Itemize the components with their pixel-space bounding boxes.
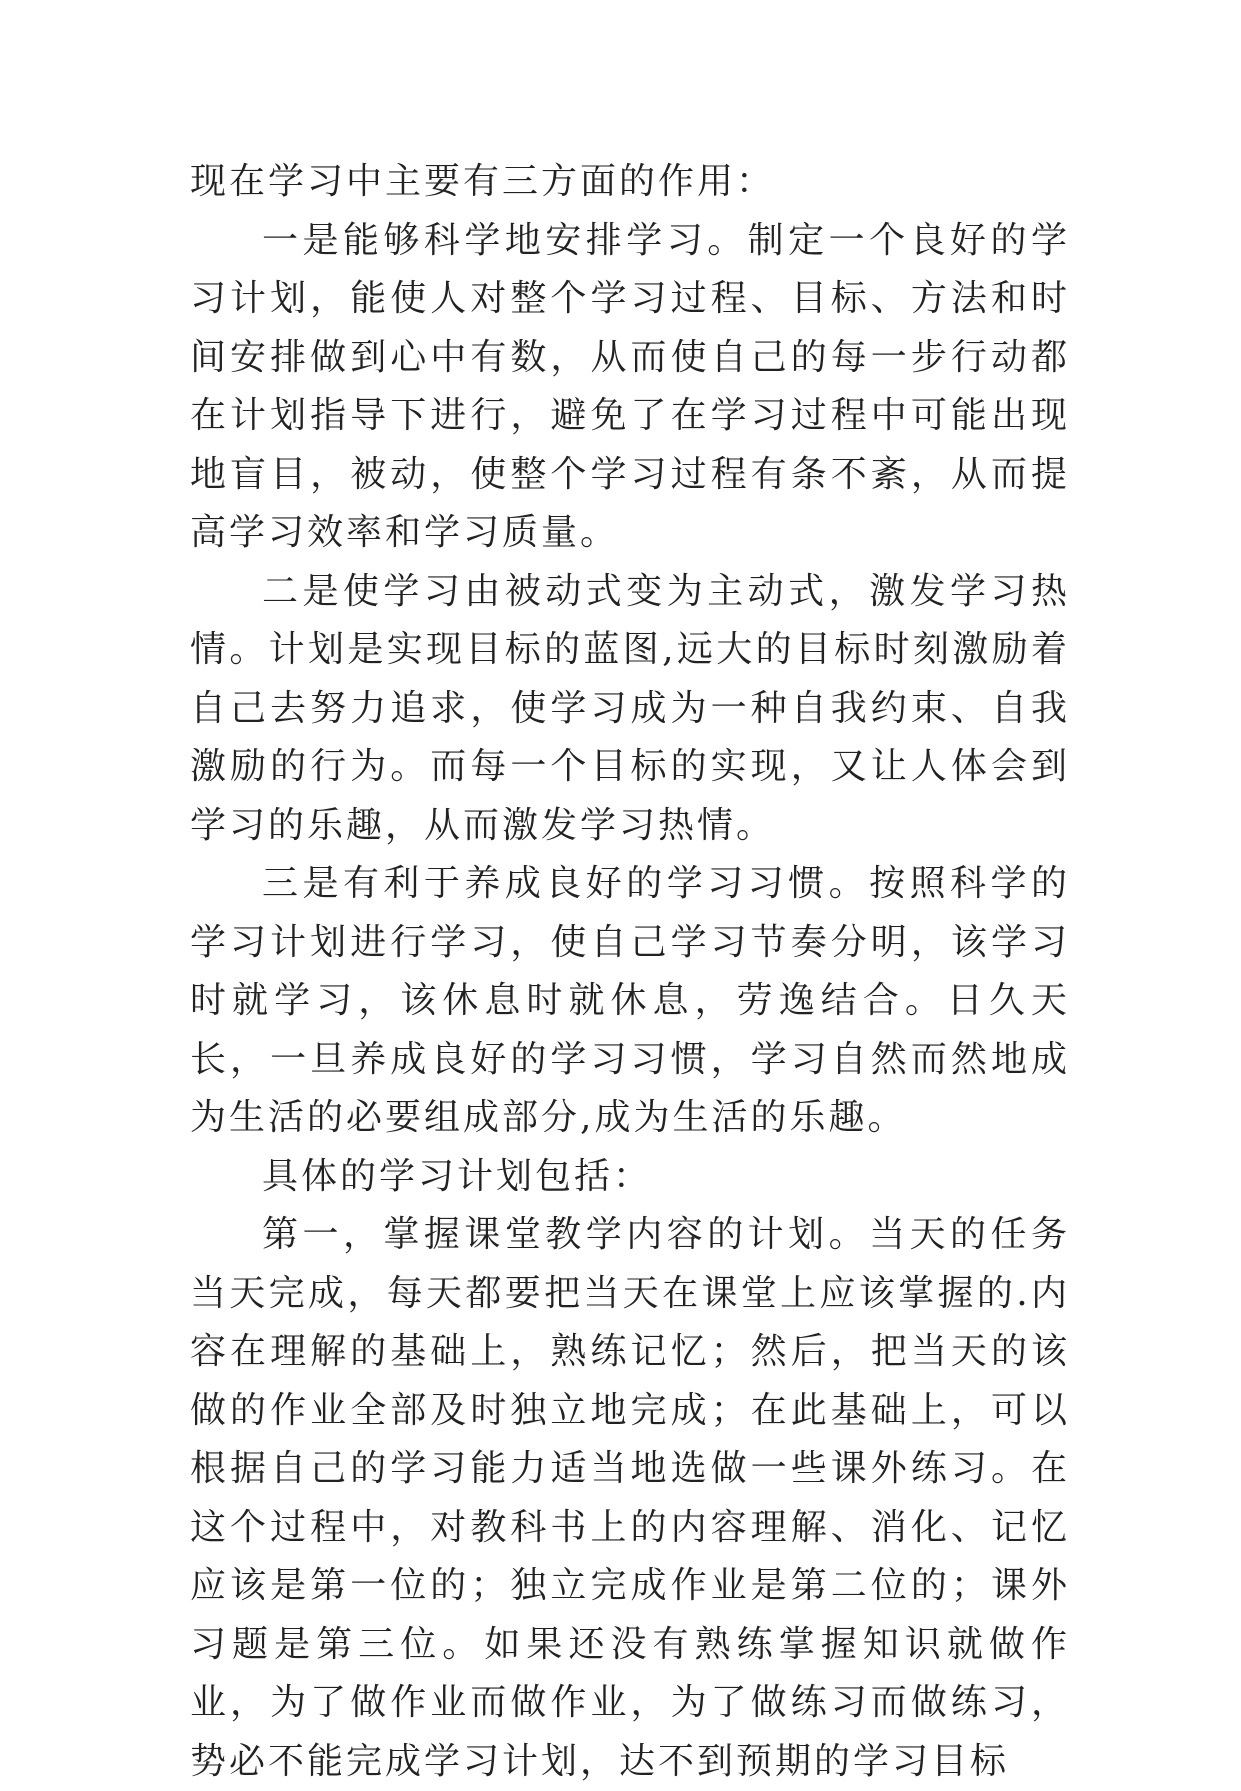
paragraph-point-three: 三是有利于养成良好的学习习惯。按照科学的学习计划进行学习，使自己学习节奏分明，该学习时就学习，该休息时就休息，劳逸结合。日久天长，一旦养成良好的学习习惯，学习自然而然地成为生活的必要组成部分,成为生活的乐趣。 [190, 863, 1070, 1138]
paragraph-point-one: 一是能够科学地安排学习。制定一个良好的学习计划，能使人对整个学习过程、目标、方法和时间安排做到心中有数，从而使自己的每一步行动都在计划指导下进行，避免了在学习过程中可能出现地盲目，被动，使整个学习过程有条不紊，从而提高学习效率和学习质量。 [190, 219, 1070, 553]
paragraph-point-two: 二是使学习由被动式变为主动式，激发学习热情。计划是实现目标的蓝图,远大的目标时刻激励着自己去努力追求，使学习成为一种自我约束、自我激励的行为。而每一个目标的实现，又让人体会到学习的乐趣，从而激发学习热情。 [190, 570, 1070, 846]
paragraph-intro: 现在学习中主要有三方面的作用： [190, 161, 776, 202]
paragraph-plan-heading: 具体的学习计划包括： [262, 1155, 653, 1197]
document-body [190, 153, 1070, 1791]
paragraph-plan-first: 第一，掌握课堂教学内容的计划。当天的任务当天完成，每天都要把当天在课堂上应该掌握的.内容在理解的基础上，熟练记忆；然后，把当天的该做的作业全部及时独立地完成；在此基础上，可以根据自己的学习能力适当地选做一些课外练习。在这个过程中，对教科书上的内容理解、消化、记忆应该是第一位的；独立完成作业是第二位的；课外习题是第三位。如果还没有熟练掌握知识就做作业，为了做作业而做作业，为了做练习而做练习，势必不能完成学习计划，达不到预期的学习目标 [190, 1214, 1070, 1782]
